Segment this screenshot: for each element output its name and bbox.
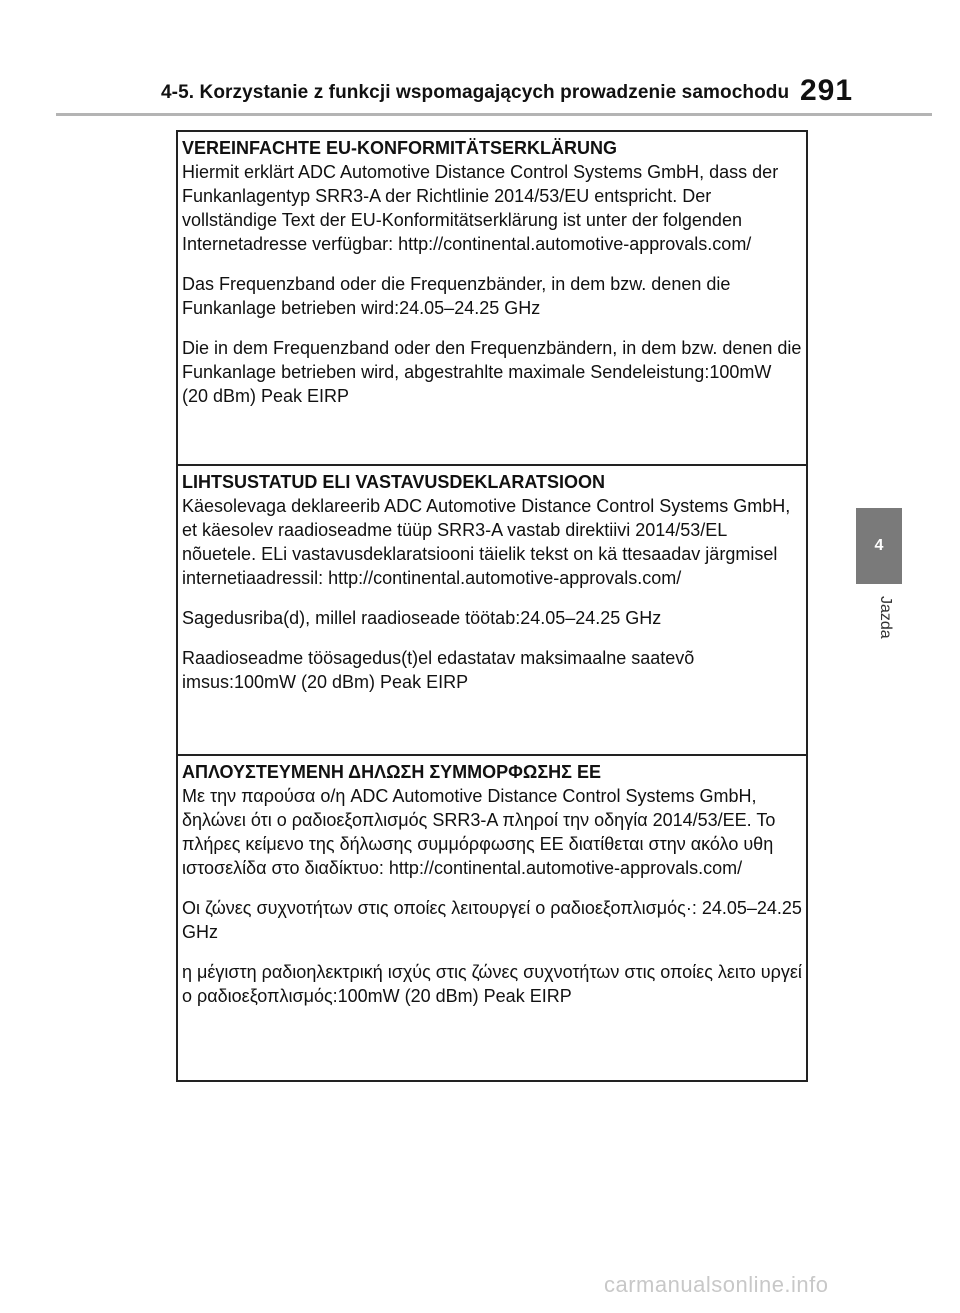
declaration-title: LIHTSUSTATUD ELI VASTAVUSDEKLARATSIOON [182,472,605,492]
declaration-estonian [178,466,806,756]
declaration-paragraph: Οι ζώνες συχνοτήτων στις οποίες λειτουργεί ο ραδιοεξοπλισμός·: 24.05–24.25 GHz [182,898,802,942]
chapter-label: Jazda [877,596,894,639]
declaration-greek [178,756,806,1080]
declaration-title: ΑΠΛΟΥΣΤΕΥΜΕΝΗ ΔΗΛΩΣΗ ΣΥΜΜΟΡΦΩΣΗΣ ΕΕ [182,762,601,782]
page-number: 291 [800,74,854,107]
declaration-paragraph: Με την παρούσα ο/η ADC Automotive Distance Control Systems GmbH, δηλώνει ότι ο ραδιοεξοπλισμός SRR3-A πληροί την οδηγία 2014/53/ΕΕ. Το πλήρες κείμενο της δήλωσης συμμόρφωσης ΕΕ διατίθεται στην ακόλο υθη ιστοσελίδα στο διαδίκτυο: http://continental.automotive-approvals.com/ [182,786,776,878]
declaration-paragraph: Hiermit erklärt ADC Automotive Distance Control Systems GmbH, dass der Funkanlagentyp SRR3-A der Richtlinie 2014/53/EU entspricht. Der vollständige Text der EU-Konformitätserklärung ist unter der folgenden Internetadresse verfügbar: http://continental.automotive-approvals.com/ [182,162,779,254]
declarations-box [176,130,808,1082]
declaration-paragraph: Das Frequenzband oder die Frequenzbänder, in dem bzw. denen die Funkanlage betrieben wird:24.05–24.25 GHz [182,274,731,318]
declaration-german [178,132,806,466]
section-title: 4-5. Korzystanie z funkcji wspomagających prowadzenie samochodu [161,82,790,103]
page-header [0,0,960,120]
declaration-paragraph: Raadioseadme töösagedus(t)el edastatav maksimaalne saatevõ imsus:100mW (20 dBm) Peak EIRP [182,648,695,692]
declaration-paragraph: Käesolevaga deklareerib ADC Automotive Distance Control Systems GmbH, et käesolev raadioseadme tüüp SRR3-A vastab direktiivi 2014/53/EL nõuetele. ELi vastavusdeklaratsiooni täielik tekst on kä ttesaadav järgmisel internetiaadressil: http://continental.automotive-approvals.com/ [182,496,791,588]
declaration-paragraph: η μέγιστη ραδιοηλεκτρική ισχύς στις ζώνες συχνοτήτων στις οποίες λειτο υργεί ο ραδιοεξοπλισμός:100mW (20 dBm) Peak EIRP [182,962,802,1006]
header-divider [56,113,932,116]
declaration-paragraph: Sagedusriba(d), millel raadioseade töötab:24.05–24.25 GHz [182,608,662,628]
chapter-tab: 4 [856,508,902,584]
declaration-paragraph: Die in dem Frequenzband oder den Frequenzbändern, in dem bzw. denen die Funkanlage betrieben wird, abgestrahlte maximale Sendeleistung:100mW (20 dBm) Peak EIRP [182,338,802,406]
watermark-text: carmanualsonline.info [604,1272,829,1297]
declaration-title: VEREINFACHTE EU-KONFORMITÄTSERKLÄRUNG [182,138,617,158]
